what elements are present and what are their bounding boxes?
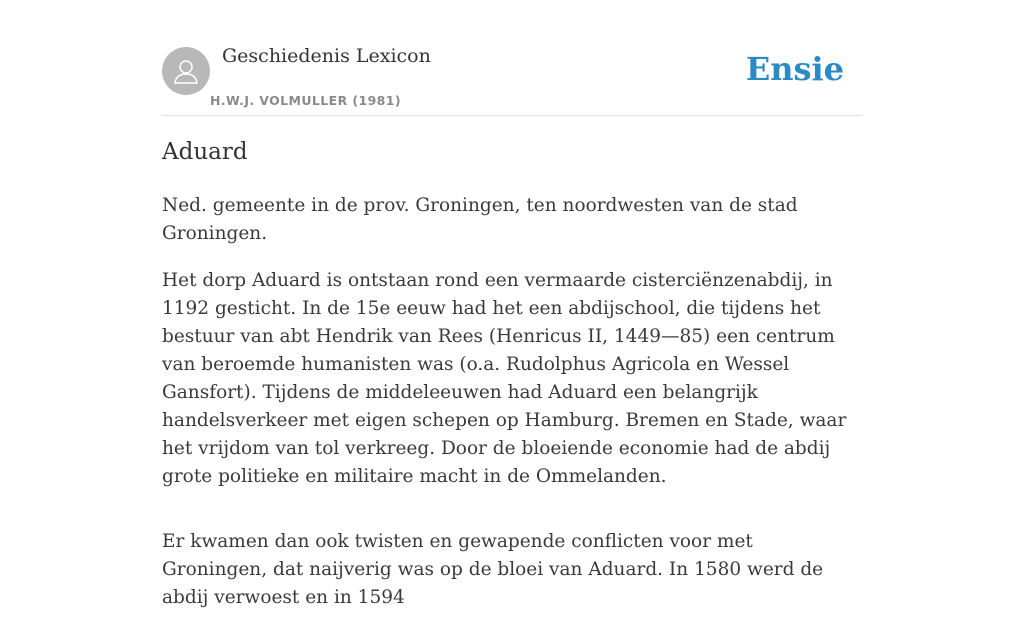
article-paragraph: Er kwamen dan ook twisten en gewapende conflicten voor met Groningen, dat naijverig was op de bloei van Aduard. In 1580 werd de abdij verwoest en in 1594	[162, 531, 824, 608]
user-icon	[171, 56, 201, 86]
content-container	[162, 0, 862, 608]
article-body	[162, 192, 862, 631]
article-paragraph: Ned. gemeente in de prov. Groningen, ten noordwesten van de stad Groningen.	[162, 195, 798, 244]
header	[162, 0, 862, 116]
article-paragraph: Het dorp Aduard is ontstaan rond een vermaarde cisterciënzenabdij, in 1192 gesticht. In de 15e eeuw had het een abdijschool, die tijdens het bestuur van abt Hendrik van Rees (Henricus II, 1449—85) een centrum van beroemde humanisten was (o.a. Rudolphus Agricola en Wessel Gansfort). Tijdens de middeleeuwen had Aduard een belangrijk handelsverkeer met eigen schepen op Hamburg. Bremen en Stade, waar het vrijdom van tol verkreeg. Door de bloeiende economie had de abdij grote politieke en militaire macht in de Ommelanden.	[162, 270, 847, 487]
author-name[interactable]: H.W.J. VOLMULLER (1981)	[210, 93, 401, 108]
book-title[interactable]: Geschiedenis Lexicon	[222, 45, 431, 67]
ensie-logo[interactable]: Ensie	[745, 50, 844, 88]
author-avatar[interactable]	[162, 47, 210, 95]
page-title: Aduard	[162, 139, 248, 165]
